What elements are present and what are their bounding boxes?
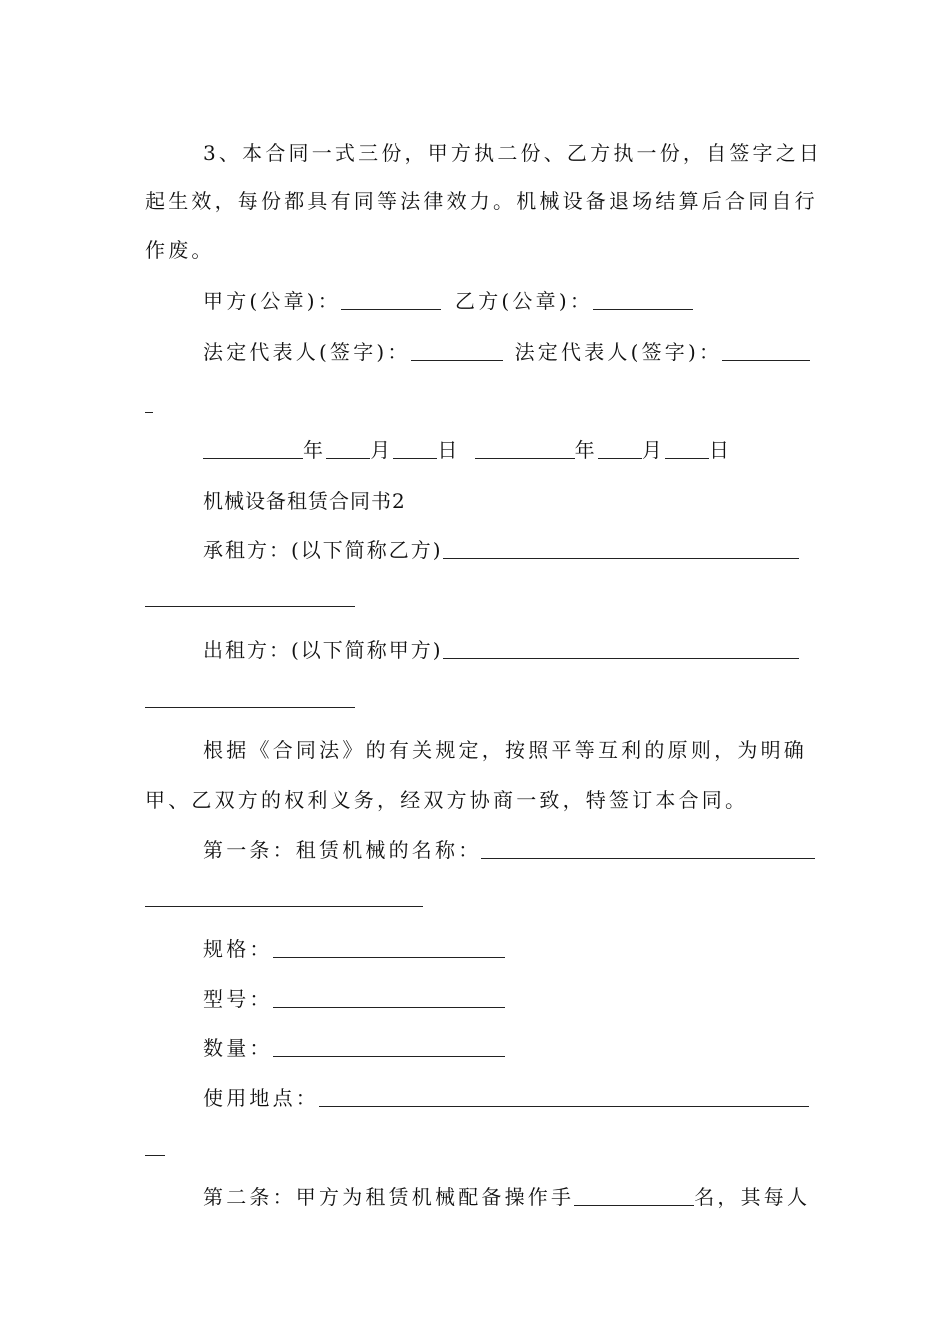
year-b-blank[interactable] [475, 440, 575, 459]
article-2-line [203, 1185, 811, 1209]
year-a-blank[interactable] [203, 440, 303, 459]
article-2-label: 第二条：甲方为租赁机械配备操作手 [203, 1185, 575, 1209]
month-a-blank[interactable] [326, 440, 370, 459]
year-b-label: 年 [574, 438, 598, 462]
lessor-label: 出租方：(以下简称甲方) [203, 638, 443, 662]
day-a-label: 日 [437, 438, 461, 462]
place-blank-continued [145, 1155, 165, 1156]
legal-rep-b-blank[interactable] [722, 342, 810, 361]
model-label: 型号： [203, 987, 273, 1011]
clause-3-line-2: 起生效，每份都具有同等法律效力。机械设备退场结算后合同自行 [145, 189, 818, 213]
day-a-blank[interactable] [393, 440, 437, 459]
article-1-line [203, 838, 807, 862]
preamble-line-2: 甲、乙双方的权利义务，经双方协商一致，特签订本合同。 [145, 788, 749, 812]
quantity-blank[interactable] [273, 1038, 505, 1057]
operator-count-blank[interactable] [574, 1187, 694, 1206]
preamble-line-1: 根据《合同法》的有关规定，按照平等互利的原则，为明确 [203, 738, 807, 762]
month-a-label: 月 [370, 438, 394, 462]
machine-name-blank-continued [145, 906, 423, 907]
seal-line [203, 289, 807, 313]
legal-rep-b-label: 法定代表人(签字)： [514, 340, 723, 364]
party-a-seal-blank[interactable] [341, 291, 441, 310]
party-a-seal-label: 甲方(公章)： [203, 289, 342, 313]
lessor-blank-continued [145, 707, 355, 708]
machine-name-blank[interactable] [481, 840, 815, 859]
date-line [203, 438, 807, 462]
legal-rep-a-label: 法定代表人(签字)： [203, 340, 411, 364]
legal-rep-line [203, 340, 807, 364]
spec-blank[interactable] [273, 939, 505, 958]
legal-rep-a-blank[interactable] [411, 342, 503, 361]
clause-3-line-1: 3、本合同一式三份，甲方执二份、乙方执一份，自签字之日 [203, 141, 823, 165]
contract-title-2: 机械设备租赁合同书2 [203, 489, 406, 513]
party-b-seal-blank[interactable] [593, 291, 693, 310]
lessor-line [203, 638, 807, 662]
month-b-blank[interactable] [598, 440, 642, 459]
quantity-line [203, 1036, 807, 1060]
place-line [203, 1086, 807, 1110]
day-b-blank[interactable] [665, 440, 709, 459]
month-b-label: 月 [641, 438, 666, 462]
spec-line [203, 937, 807, 961]
legal-rep-overflow-blank [145, 412, 153, 413]
article-1-label: 第一条：租赁机械的名称： [203, 838, 482, 862]
model-line [203, 987, 807, 1011]
lessor-blank[interactable] [443, 640, 799, 659]
place-label: 使用地点： [203, 1086, 319, 1110]
place-blank[interactable] [319, 1088, 809, 1107]
article-2-label-cont: 名，其每人 [694, 1185, 811, 1209]
clause-3-line-3: 作废。 [145, 238, 215, 262]
spec-label: 规格： [203, 937, 273, 961]
lessee-line [203, 538, 807, 562]
lessee-blank[interactable] [443, 540, 799, 559]
day-b-label: 日 [709, 438, 733, 462]
party-b-seal-label: 乙方(公章)： [455, 289, 594, 313]
model-blank[interactable] [273, 989, 505, 1008]
quantity-label: 数量： [203, 1036, 273, 1060]
lessee-label: 承租方：(以下简称乙方) [203, 538, 443, 562]
year-a-label: 年 [303, 438, 327, 462]
lessee-blank-continued [145, 606, 355, 607]
